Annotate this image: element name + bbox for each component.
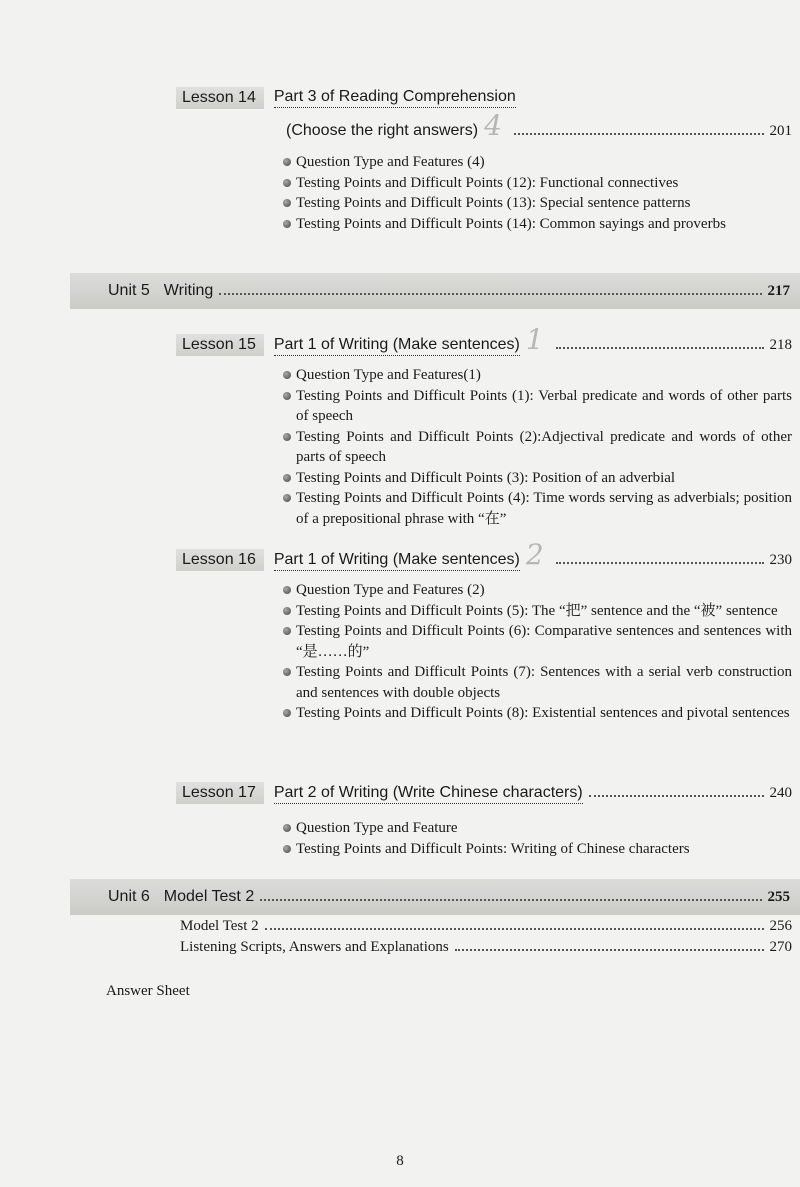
unit-tag: Unit 5	[108, 282, 150, 299]
list-item: Testing Points and Difficult Points (1): Verbal predicate and words of other parts of speech	[282, 386, 792, 427]
list-item: Testing Points and Difficult Points (5): The “把” sentence and the “被” sentence	[282, 601, 792, 622]
scripts-entry	[180, 939, 792, 956]
list-item: Question Type and Features (2)	[282, 580, 792, 601]
unit-title: Writing	[163, 282, 214, 299]
lesson-number-glyph: 1	[525, 323, 544, 356]
lesson-title: Part 1 of Writing (Make sentences)	[274, 336, 520, 356]
list-item: Question Type and Features(1)	[282, 365, 792, 386]
list-item: Testing Points and Difficult Points (7): Sentences with a serial verb construction and sentences with double objects	[282, 662, 792, 703]
page-ref: 255	[767, 889, 790, 905]
page-ref: 218	[769, 337, 792, 353]
lesson-15-topics	[282, 365, 792, 529]
list-item: Testing Points and Difficult Points (12): Functional connectives	[282, 173, 792, 194]
lesson-tag: Lesson 15	[176, 334, 264, 356]
dot-leader	[219, 293, 761, 295]
entry-title: Listening Scripts, Answers and Explanations	[180, 939, 449, 955]
dot-leader	[265, 928, 764, 930]
lesson-17-topics	[282, 818, 792, 859]
page-number: 8	[396, 1153, 404, 1169]
list-item: Testing Points and Difficult Points (6): Comparative sentences and sentences with “是……的”	[282, 621, 792, 662]
lesson-14-title-line	[286, 109, 792, 142]
lesson-tag: Lesson 17	[176, 782, 264, 804]
list-item: Testing Points and Difficult Points: Writing of Chinese characters	[282, 839, 792, 860]
dot-leader	[514, 133, 764, 135]
entry-title: Model Test 2	[180, 918, 259, 934]
lesson-16-topics	[282, 580, 792, 724]
lesson-tag: Lesson 16	[176, 549, 264, 571]
page-ref: 217	[767, 283, 790, 299]
page-ref: 256	[769, 918, 792, 934]
page-ref: 270	[769, 939, 792, 955]
unit-5-bar	[70, 273, 800, 309]
list-item: Testing Points and Difficult Points (4): Time words serving as adverbials; position of a prepositional phrase with “在”	[282, 488, 792, 529]
page-ref: 201	[769, 123, 792, 139]
lesson-title: Part 1 of Writing (Make sentences)	[274, 551, 520, 571]
list-item: Question Type and Feature	[282, 818, 792, 839]
dot-leader	[455, 949, 764, 951]
unit-title: Model Test 2	[163, 888, 255, 905]
lesson-tag: Lesson 14	[176, 87, 264, 109]
list-item: Testing Points and Difficult Points (8): Existential sentences and pivotal sentences	[282, 703, 792, 724]
lesson-17-heading	[176, 782, 792, 804]
lesson-15-heading	[176, 323, 792, 356]
lesson-14-heading	[176, 86, 516, 110]
page-ref: 240	[769, 785, 792, 801]
answer-sheet-entry: Answer Sheet	[106, 983, 190, 999]
unit-tag: Unit 6	[108, 888, 150, 905]
dot-leader	[556, 562, 764, 564]
model-test-entry	[180, 918, 792, 935]
lesson-title-cont: (Choose the right answers)	[286, 122, 479, 139]
list-item: Testing Points and Difficult Points (2):Adjectival predicate and words of other parts of speech	[282, 427, 792, 468]
list-item: Testing Points and Difficult Points (14): Common sayings and proverbs	[282, 214, 792, 235]
lesson-title: Part 2 of Writing (Write Chinese characters)	[274, 784, 583, 804]
dot-leader	[260, 899, 761, 901]
dot-leader	[556, 347, 764, 349]
lesson-14-topics	[282, 152, 792, 234]
unit-6-bar	[70, 879, 800, 915]
lesson-title: Part 3 of Reading Comprehension	[274, 88, 516, 108]
lesson-number-glyph: 4	[484, 109, 502, 142]
lesson-16-heading	[176, 538, 792, 571]
list-item: Testing Points and Difficult Points (3): Position of an adverbial	[282, 468, 792, 489]
page-ref: 230	[769, 552, 792, 568]
list-item: Question Type and Features (4)	[282, 152, 792, 173]
lesson-number-glyph: 2	[525, 538, 544, 571]
dot-leader	[589, 795, 764, 797]
list-item: Testing Points and Difficult Points (13): Special sentence patterns	[282, 193, 792, 214]
